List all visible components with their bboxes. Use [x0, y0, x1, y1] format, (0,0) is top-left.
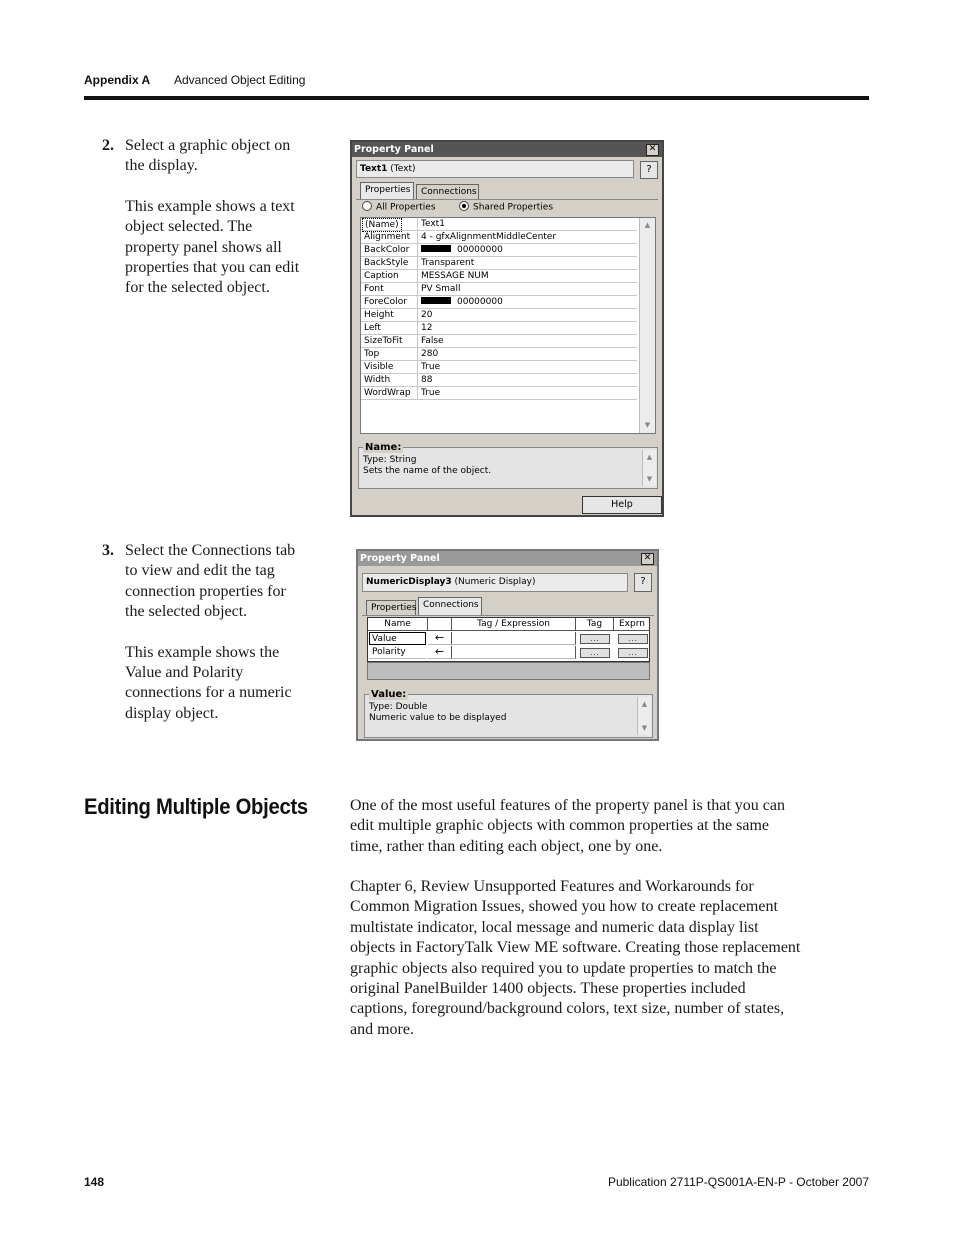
section-paragraph-2 [350, 877, 870, 1040]
paragraph-line: graphic objects also required you to update properties to match the [350, 959, 777, 977]
description-text [369, 702, 506, 724]
connection-name-value[interactable]: Value [369, 632, 426, 645]
property-name: Left [364, 323, 381, 333]
description-line: Sets the name of the object. [363, 466, 492, 476]
property-value[interactable] [421, 231, 556, 243]
property-name: WordWrap [364, 388, 411, 398]
property-name: (Name) [362, 218, 402, 232]
radio-label: All Properties [376, 202, 436, 213]
property-value[interactable] [421, 218, 445, 230]
property-row[interactable] [361, 348, 637, 361]
property-name: BackStyle [364, 258, 409, 268]
panel-title: Property Panel [360, 553, 440, 564]
header-title: Advanced Object Editing [174, 73, 306, 87]
column-divider [417, 387, 418, 399]
property-row[interactable] [361, 283, 637, 296]
property-value-text: 88 [421, 375, 433, 385]
tab-properties[interactable]: Properties [366, 600, 416, 616]
property-value-text: Text1 [421, 219, 445, 229]
step-2-number: 2. [102, 137, 114, 154]
column-divider [417, 257, 418, 269]
property-value[interactable] [421, 348, 438, 360]
panel-title: Property Panel [354, 144, 434, 155]
tab-connections[interactable]: Connections [418, 597, 482, 615]
description-text [363, 455, 491, 477]
step-3-line: the selected object. [125, 603, 248, 621]
property-value-text: True [421, 362, 441, 372]
scroll-up-icon[interactable]: ▲ [644, 221, 651, 229]
step-3-line: to view and edit the tag [125, 562, 275, 580]
property-name: Font [364, 284, 384, 294]
radio-label: Shared Properties [473, 202, 554, 213]
step-3-line: connection properties for [125, 582, 286, 600]
property-value-text: 00000000 [457, 297, 503, 307]
property-name: BackColor [364, 245, 410, 255]
property-value[interactable] [421, 387, 440, 399]
scroll-down-icon[interactable]: ▼ [644, 421, 651, 429]
property-value-text: 12 [421, 323, 433, 333]
property-value-text: 00000000 [457, 245, 503, 255]
property-name: Top [364, 349, 380, 359]
property-row[interactable] [361, 374, 637, 387]
tag-expression-input[interactable] [452, 646, 576, 659]
col-header-name: Name [368, 618, 428, 631]
step-3-number: 3. [102, 542, 114, 559]
col-header-tag-expression: Tag / Expression [452, 618, 576, 631]
radio-on-icon [459, 201, 469, 211]
property-value[interactable] [421, 335, 444, 347]
description-heading: Value: [371, 689, 407, 700]
help-button[interactable]: Help [582, 496, 662, 514]
help-question-button[interactable]: ? [640, 161, 658, 179]
arrow-left-icon: ← [428, 646, 452, 659]
paragraph-line: objects in FactoryTalk View ME software. Creating those replacement [350, 939, 801, 957]
close-icon[interactable]: ✕ [646, 144, 659, 156]
property-value[interactable] [421, 296, 503, 308]
step-3-note-line: Value and Polarity [125, 664, 244, 682]
description-line: Numeric value to be displayed [369, 713, 507, 723]
property-row[interactable] [361, 322, 637, 335]
scroll-down-icon[interactable]: ▼ [641, 724, 648, 732]
object-name: NumericDisplay3 [366, 577, 452, 587]
property-value[interactable] [421, 270, 489, 282]
tab-divider [362, 615, 654, 616]
expression-browse-button[interactable]: ... [618, 648, 648, 658]
description-heading: Name: [365, 442, 402, 453]
paragraph-line: time, rather than editing each object, one by one. [350, 837, 663, 855]
scroll-down-icon[interactable]: ▼ [646, 475, 653, 483]
step-3-line: Select the Connections tab [125, 542, 296, 559]
tag-expression-input[interactable] [452, 632, 576, 645]
property-value-text: 280 [421, 349, 439, 359]
paragraph-line: multistate indicator, local message and numeric data display list [350, 918, 759, 936]
property-panel-text [350, 140, 664, 517]
property-row[interactable] [361, 270, 637, 283]
scroll-up-icon[interactable]: ▲ [641, 700, 648, 708]
property-name: Alignment [364, 232, 411, 242]
property-name: Caption [364, 271, 399, 281]
radio-shared-properties[interactable] [459, 202, 553, 213]
description-scrollbar[interactable] [642, 450, 656, 486]
description-line: Type: String [363, 455, 417, 465]
col-header-exprn: Exprn [614, 618, 650, 631]
section-heading: Editing Multiple Objects [84, 794, 308, 819]
section-paragraph-1 [350, 796, 870, 857]
step-2-note-line: This example shows a text [125, 197, 295, 215]
connection-name-polarity[interactable]: Polarity [369, 646, 426, 659]
paragraph-line: and more. [350, 1020, 414, 1038]
column-divider [417, 296, 418, 308]
step-2 [102, 136, 340, 299]
step-2-line: the display. [125, 157, 198, 175]
column-divider [417, 283, 418, 295]
property-row[interactable] [361, 309, 637, 322]
description-box [364, 689, 653, 738]
step-2-line: Select a graphic object on [125, 137, 291, 154]
property-row[interactable] [361, 244, 637, 257]
property-name: ForeColor [364, 297, 407, 307]
selected-object-box[interactable] [356, 160, 634, 178]
column-divider [417, 335, 418, 347]
property-value-text: False [421, 336, 444, 346]
property-panel-numeric [356, 549, 659, 741]
column-divider [417, 270, 418, 282]
object-name: Text1 [360, 164, 388, 174]
property-row[interactable] [361, 335, 637, 348]
selected-object-box[interactable] [362, 573, 628, 592]
tag-browse-button[interactable]: ... [580, 648, 610, 658]
radio-all-properties[interactable] [362, 202, 436, 213]
column-divider [417, 309, 418, 321]
tab-divider [356, 199, 658, 200]
column-divider [417, 374, 418, 386]
column-divider [417, 231, 418, 243]
close-icon[interactable]: ✕ [641, 553, 654, 565]
description-line: Type: Double [369, 702, 428, 712]
header-rule [84, 96, 869, 100]
object-type: (Text) [390, 164, 416, 174]
description-box [358, 442, 658, 489]
color-swatch [421, 245, 451, 252]
step-2-note-line: property panel shows all [125, 238, 282, 256]
column-divider [417, 218, 418, 230]
property-value[interactable] [421, 257, 474, 269]
publication-info: Publication 2711P-QS001A-EN-P - October 2007 [607, 1175, 869, 1189]
property-value-text: Transparent [421, 258, 475, 268]
panel-titlebar [358, 551, 657, 566]
property-name: SizeToFit [364, 336, 403, 346]
column-divider [417, 322, 418, 334]
property-name: Visible [364, 362, 394, 372]
paragraph-line: Chapter 6, Review Unsupported Features and Workarounds for [350, 878, 754, 895]
col-header-tag: Tag [576, 618, 614, 631]
property-value-text: 20 [421, 310, 433, 320]
object-type: (Numeric Display) [454, 577, 536, 587]
step-2-note-line: for the selected object. [125, 279, 270, 297]
property-row[interactable] [361, 387, 637, 400]
help-question-button[interactable]: ? [634, 573, 652, 592]
paragraph-line: One of the most useful features of the property panel is that you can [350, 797, 785, 814]
connections-empty-area [367, 662, 650, 680]
header-appendix: Appendix A [84, 73, 151, 87]
step-3-note-line: connections for a numeric [125, 684, 292, 702]
property-name: Height [364, 310, 394, 320]
property-value[interactable] [421, 283, 460, 295]
radio-off-icon [362, 201, 372, 211]
step-3-note-line: This example shows the [125, 643, 280, 661]
expression-browse-button[interactable]: ... [618, 634, 648, 644]
property-value[interactable] [421, 361, 440, 373]
property-row[interactable] [361, 361, 637, 374]
property-row[interactable] [361, 231, 637, 244]
step-2-note-line: object selected. The [125, 218, 253, 236]
property-value[interactable] [421, 309, 432, 321]
col-header-blank [428, 618, 452, 631]
property-grid[interactable] [360, 217, 656, 434]
tab-connections[interactable]: Connections [416, 184, 479, 200]
step-2-note-line: properties that you can edit [125, 259, 300, 277]
step-3-note-line: display object. [125, 704, 219, 722]
property-value[interactable] [421, 374, 432, 386]
property-row[interactable] [361, 218, 637, 231]
page-number: 148 [84, 1175, 105, 1189]
connections-table[interactable] [367, 617, 650, 662]
paragraph-line: edit multiple graphic objects with common properties at the same [350, 817, 769, 835]
tag-browse-button[interactable]: ... [580, 634, 610, 644]
column-divider [417, 348, 418, 360]
step-3 [102, 541, 340, 724]
color-swatch [421, 297, 451, 304]
property-value-text: PV Small [421, 284, 461, 294]
scroll-up-icon[interactable]: ▲ [646, 453, 653, 461]
property-value[interactable] [421, 244, 503, 256]
property-value-text: 4 - gfxAlignmentMiddleCenter [421, 232, 557, 242]
column-divider [417, 361, 418, 373]
panel-titlebar [352, 142, 662, 157]
property-value-text: MESSAGE NUM [421, 271, 489, 281]
property-row[interactable] [361, 257, 637, 270]
property-value-text: True [421, 388, 441, 398]
paragraph-line: Common Migration Issues, showed you how to create replacement [350, 898, 778, 916]
paragraph-line: original PanelBuilder 1400 objects. These properties included [350, 980, 746, 998]
description-scrollbar[interactable] [637, 697, 651, 735]
arrow-left-icon: ← [428, 632, 452, 645]
paragraph-line: captions, foreground/background colors, text size, number of states, [350, 1000, 785, 1018]
column-divider [417, 244, 418, 256]
tab-properties[interactable]: Properties [360, 182, 414, 200]
property-row[interactable] [361, 296, 637, 309]
property-name: Width [364, 375, 391, 385]
property-value[interactable] [421, 322, 432, 334]
grid-scrollbar[interactable] [639, 218, 655, 433]
